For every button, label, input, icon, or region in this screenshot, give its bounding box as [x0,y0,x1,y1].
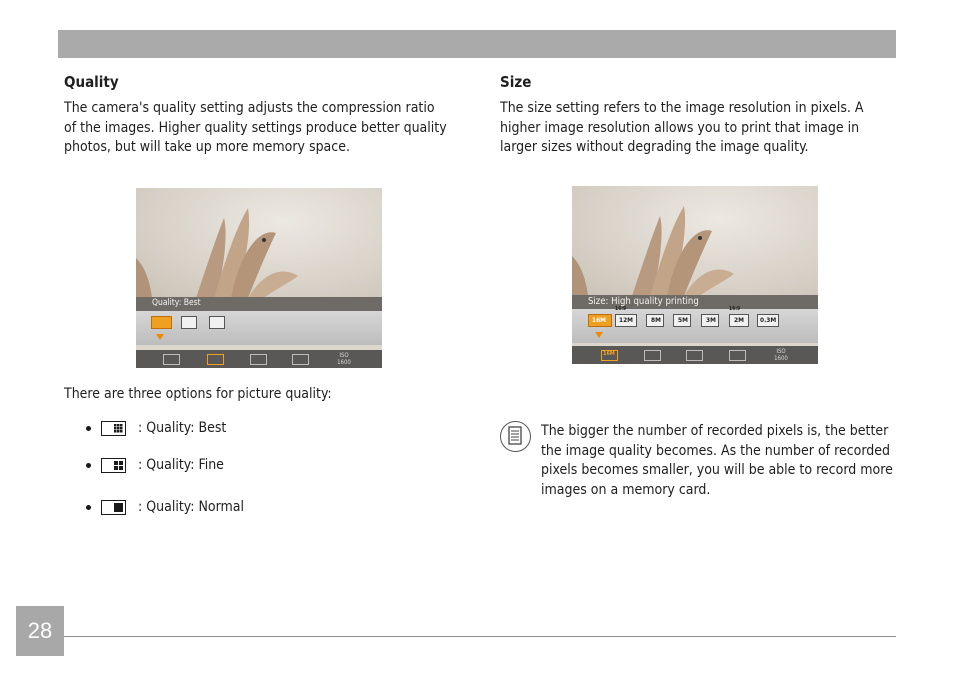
selection-arrow-icon [595,332,603,338]
screen-label: Quality: Best [152,298,201,308]
size-paragraph-line: larger sizes without degrading the image quality. [500,139,809,155]
quality-normal-icon [101,500,126,515]
iso-value: 1600 [337,359,351,366]
ratio-tag: 16:9 [729,306,741,312]
quality-best-icon [101,421,126,436]
page-number: 28 [16,606,64,656]
quality-normal-option[interactable] [209,316,225,329]
ev-menu-icon [686,350,703,361]
iso-value: 1600 [774,355,788,362]
flower-illustration [572,186,818,296]
quality-heading: Quality [64,73,119,91]
note-line: images on a memory card. [541,481,711,498]
size-screen-image [572,186,818,364]
quality-screen-image [136,188,382,368]
screen-bottom-menu [136,350,382,368]
flower-photo [572,186,818,296]
quality-menu-icon [644,350,661,361]
quality-paragraph-line: The camera's quality setting adjusts the compression ratio [64,100,435,116]
size-3m-option[interactable]: 3M [701,314,719,327]
screen-bottom-menu [572,346,818,364]
wb-menu-icon [292,354,309,365]
header-bar [58,30,896,58]
bullet-text: : Quality: Normal [138,499,245,515]
bullet-dot [86,505,91,510]
note-line: the image quality becomes. As the number of recorded [541,442,891,459]
size-8m-option[interactable]: 8M [646,314,664,327]
flower-photo [136,188,382,298]
selection-arrow-icon [156,334,164,340]
wb-menu-icon [729,350,746,361]
note-icon [500,421,531,452]
screen-label-band [136,297,382,311]
quality-paragraph-line: of the images. Higher quality settings produce better quality [64,119,447,136]
size-paragraph-line: The size setting refers to the image resolution in pixels. A [500,100,864,116]
bullet-quality-fine [86,455,224,475]
ratio-tag: 16:9 [615,306,627,312]
iso-label: ISO [776,348,786,355]
quality-intro: There are three options for picture quality: [64,386,332,402]
quality-fine-icon [101,458,126,473]
flower-illustration [136,188,382,298]
size-16m-option[interactable]: 16M [588,314,612,327]
footer-rule [64,636,896,637]
iso-menu-icon [771,348,791,362]
bullet-quality-normal [86,497,244,517]
size-2m-option[interactable]: 2M [729,314,749,327]
screen-label: Size: High quality printing [588,296,699,307]
quality-paragraph-line: photos, but will take up more memory space. [64,139,350,155]
size-paragraph-line: higher image resolution allows you to print that image in [500,119,860,136]
size-menu-icon: 16M [601,350,618,361]
bullet-text: : Quality: Best [138,420,227,436]
size-options-row [572,306,818,343]
size-menu-icon [163,354,180,365]
quality-options-row [136,311,382,345]
quality-paragraph [64,99,454,158]
screen-label-band [572,295,818,309]
quality-best-option[interactable] [151,316,172,329]
bullet-text: : Quality: Fine [138,457,224,473]
bullet-quality-best [86,418,226,438]
size-03m-option[interactable]: 0.3M [757,314,779,327]
size-note [541,422,901,500]
ev-menu-icon [250,354,267,365]
iso-menu-icon [334,352,354,366]
size-paragraph [500,99,880,158]
bullet-dot [86,426,91,431]
bullet-dot [86,463,91,468]
size-12m-option[interactable]: 12M [615,314,637,327]
quality-fine-option[interactable] [181,316,197,329]
size-heading: Size [500,73,532,91]
quality-menu-icon [207,354,224,365]
iso-label: ISO [339,352,349,359]
size-5m-option[interactable]: 5M [673,314,691,327]
note-line: pixels becomes smaller, you will be able to record more [541,462,893,478]
note-line: The bigger the number of recorded pixels is, the better [541,423,889,439]
